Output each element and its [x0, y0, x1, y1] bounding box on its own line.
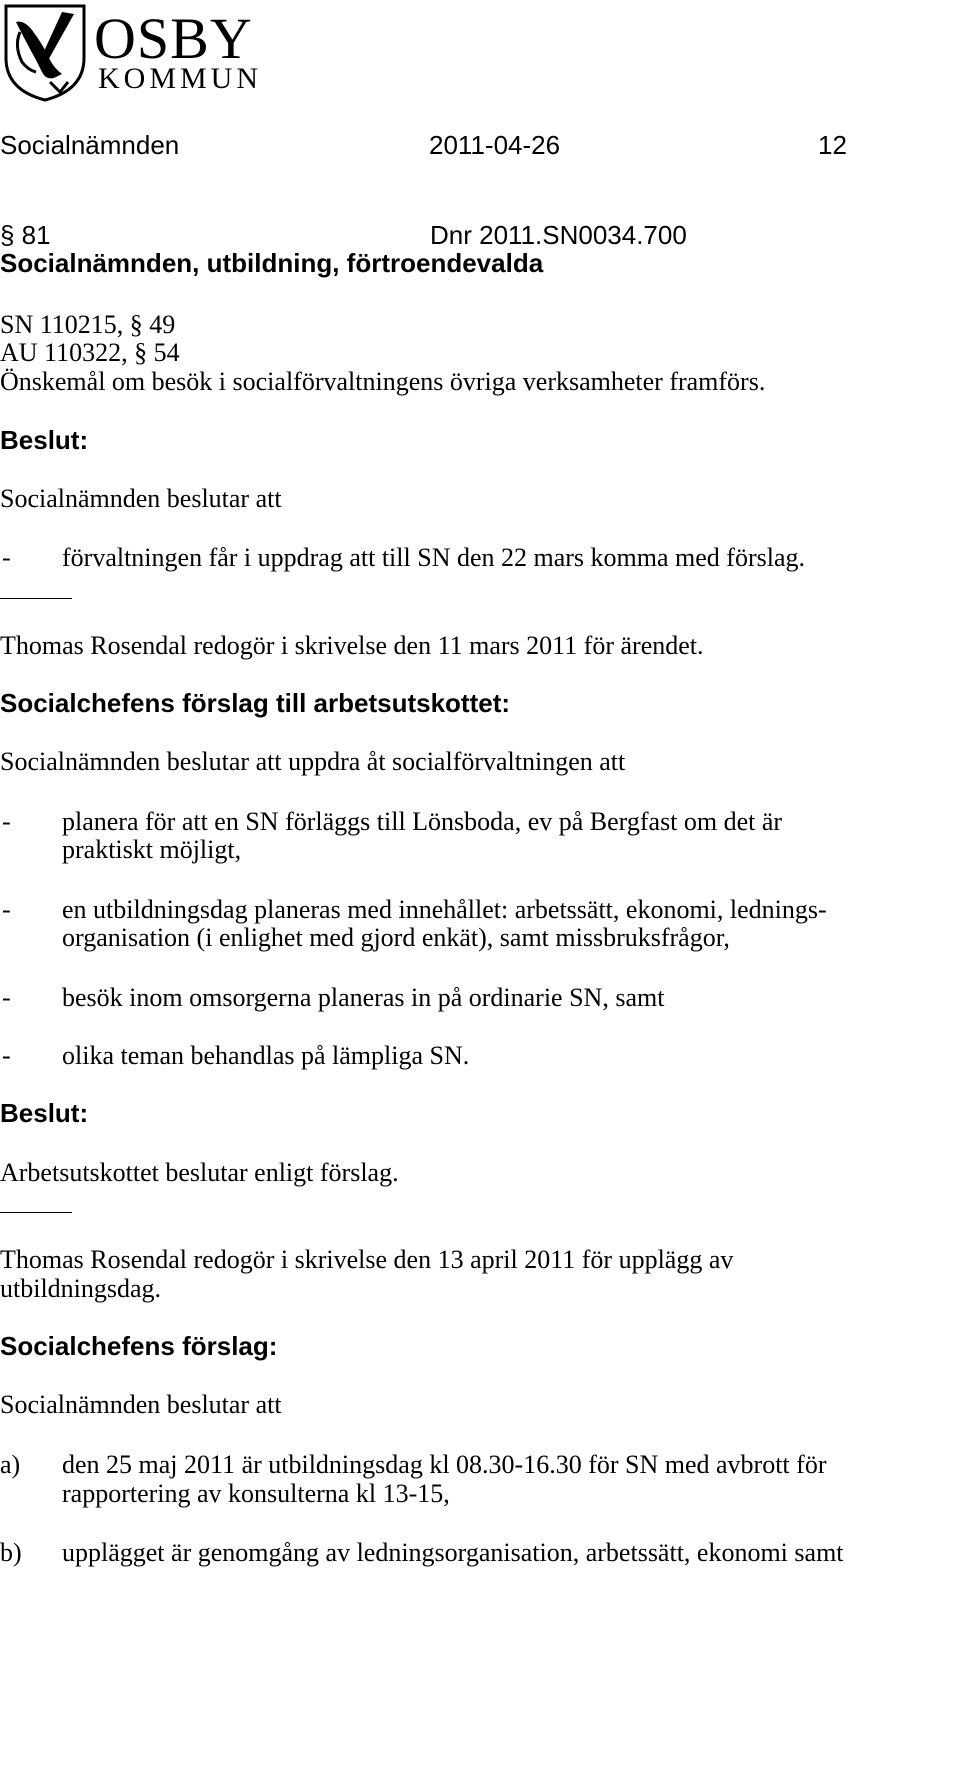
beslut-heading: Beslut: — [0, 425, 89, 455]
list-item-marker: - — [2, 983, 11, 1012]
beslut-heading: Beslut: — [0, 1098, 89, 1128]
list-item-marker: - — [2, 895, 11, 924]
section-dnr: Dnr 2011.SN0034.700 — [430, 220, 687, 250]
list-item-text: upplägget är genomgång av ledningsorganisation, arbetssätt, ekonomi samt — [62, 1538, 844, 1567]
header-page-number: 12 — [818, 130, 847, 160]
proposal-heading: Socialchefens förslag: — [0, 1331, 278, 1361]
osby-logo — [2, 2, 302, 102]
reference-line: SN 110215, § 49 — [0, 310, 176, 339]
report-text: utbildningsdag. — [0, 1274, 162, 1303]
list-item-text: besök inom omsorgerna planeras in på ordinarie SN, samt — [62, 983, 665, 1012]
proposal-heading: Socialchefens förslag till arbetsutskottet: — [0, 688, 511, 718]
list-item-marker: - — [2, 807, 11, 836]
proposal-intro: Socialnämnden beslutar att uppdra åt socialförvaltningen att — [0, 747, 626, 776]
list-item-text: olika teman behandlas på lämpliga SN. — [62, 1041, 470, 1070]
list-item-text: förvaltningen får i uppdrag att till SN den 22 mars komma med förslag. — [62, 543, 805, 572]
separator-rule — [0, 1212, 72, 1213]
proposal-intro: Socialnämnden beslutar att — [0, 1390, 282, 1419]
reference-line: AU 110322, § 54 — [0, 338, 180, 367]
list-item-text: rapportering av konsulterna kl 13-15, — [62, 1479, 450, 1508]
list-item-marker: a) — [0, 1450, 21, 1479]
section-paragraph: § 81 — [0, 220, 51, 250]
list-item-marker: b) — [0, 1538, 22, 1567]
list-item-text: den 25 maj 2011 är utbildningsdag kl 08.30-16.30 för SN med avbrott för — [62, 1450, 827, 1479]
header-date: 2011-04-26 — [429, 130, 561, 160]
beslut-intro: Socialnämnden beslutar att — [0, 484, 282, 513]
coat-of-arms-icon — [2, 2, 88, 102]
section-title: Socialnämnden, utbildning, förtroendevalda — [0, 248, 544, 278]
logo-subtitle: KOMMUN — [98, 62, 263, 95]
list-item-text: praktiskt möjligt, — [62, 835, 242, 864]
list-item-text: en utbildningsdag planeras med innehållet: arbetssätt, ekonomi, lednings- — [62, 895, 827, 924]
list-item-text: organisation (i enlighet med gjord enkät), samt missbruksfrågor, — [62, 923, 730, 952]
report-text: Thomas Rosendal redogör i skrivelse den 13 april 2011 för upplägg av — [0, 1245, 734, 1274]
list-item-marker: - — [2, 1041, 11, 1070]
header-committee: Socialnämnden — [0, 130, 180, 160]
report-text: Thomas Rosendal redogör i skrivelse den 11 mars 2011 för ärendet. — [0, 631, 704, 660]
beslut-text: Arbetsutskottet beslutar enligt förslag. — [0, 1158, 399, 1187]
logo-name: OSBY — [94, 6, 253, 71]
list-item-marker: - — [2, 543, 11, 572]
list-item-text: planera för att en SN förläggs till Lönsboda, ev på Bergfast om det är — [62, 807, 783, 836]
separator-rule — [0, 598, 72, 599]
reference-line: Önskemål om besök i socialförvaltningens övriga verksamheter framförs. — [0, 367, 766, 396]
